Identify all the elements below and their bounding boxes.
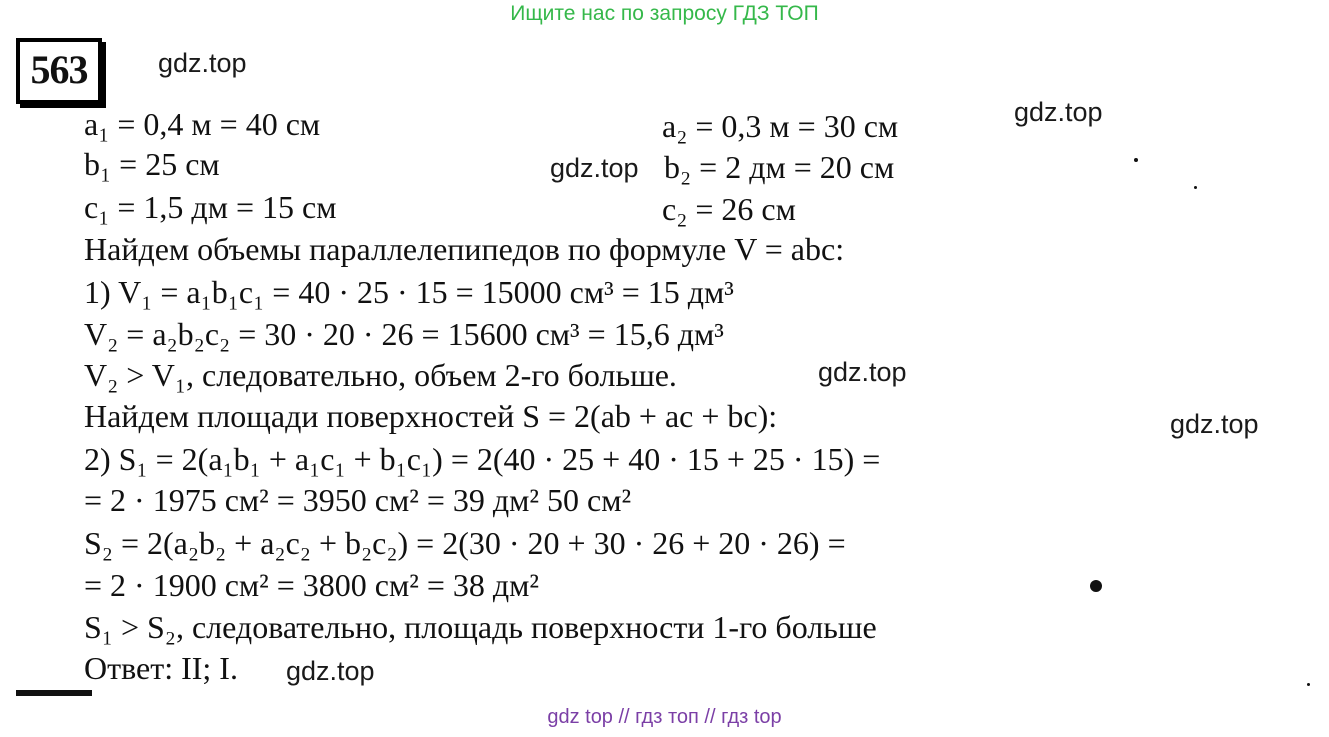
given-a1: a₁ = 0,4 м = 40 см [84, 106, 321, 142]
solution-line-2: 1) V₁ = a₁b₁c₁ = 40 · 25 · 15 = 15000 см³ = 15 дм³ [84, 274, 734, 310]
given-c2: c₂ = 26 см [662, 191, 796, 227]
solution-line-3: V₂ = a₂b₂c₂ = 30 · 20 · 26 = 15600 см³ = 15,6 дм³ [84, 316, 724, 352]
solution-line-4: V₂ > V₁, следовательно, объем 2-го больше. [84, 357, 677, 393]
solution-line-5: Найдем площади поверхностей S = 2(ab + ac + bc): [84, 398, 778, 434]
solution-line-9: = 2 · 1900 см² = 3800 см² = 38 дм² [84, 567, 540, 603]
bottom-banner[interactable]: gdz top // гдз топ // гдз top [547, 706, 782, 728]
solution-line-10: S₁ > S₂, следовательно, площадь поверхности 1-го больше [84, 609, 877, 645]
watermark-2: gdz.top [1014, 97, 1103, 127]
watermark-1: gdz.top [158, 48, 247, 78]
ink-speck [1194, 186, 1197, 189]
given-a2: a₂ = 0,3 м = 30 см [662, 108, 899, 144]
watermark-6: gdz.top [286, 656, 375, 686]
bottom-rule [16, 690, 92, 696]
watermark-5: gdz.top [1170, 409, 1259, 439]
solution-line-8: S₂ = 2(a₂b₂ + a₂c₂ + b₂c₂) = 2(30 · 20 + 30 · 26 + 20 · 26) = [84, 525, 846, 561]
top-banner[interactable]: Ищите нас по запросу ГДЗ ТОП [510, 2, 819, 25]
solution-line-11: Ответ: II; I. [84, 650, 238, 686]
given-b2: b₂ = 2 дм = 20 см [664, 149, 895, 185]
watermark-4: gdz.top [818, 357, 907, 387]
solution-line-1: Найдем объемы параллелепипедов по формуле V = abc: [84, 231, 845, 267]
ink-speck [1090, 580, 1102, 592]
solution-line-6: 2) S₁ = 2(a₁b₁ + a₁c₁ + b₁c₁) = 2(40 · 25 + 40 · 15 + 25 · 15) = [84, 441, 881, 477]
solution-line-7: = 2 · 1975 см² = 3950 см² = 39 дм² 50 см² [84, 482, 632, 518]
ink-speck [1307, 683, 1310, 686]
problem-number: 563 [16, 38, 102, 104]
ink-speck [1134, 158, 1138, 162]
watermark-3: gdz.top [550, 153, 639, 183]
given-b1: b₁ = 25 см [84, 146, 220, 182]
given-c1: c₁ = 1,5 дм = 15 см [84, 189, 337, 225]
